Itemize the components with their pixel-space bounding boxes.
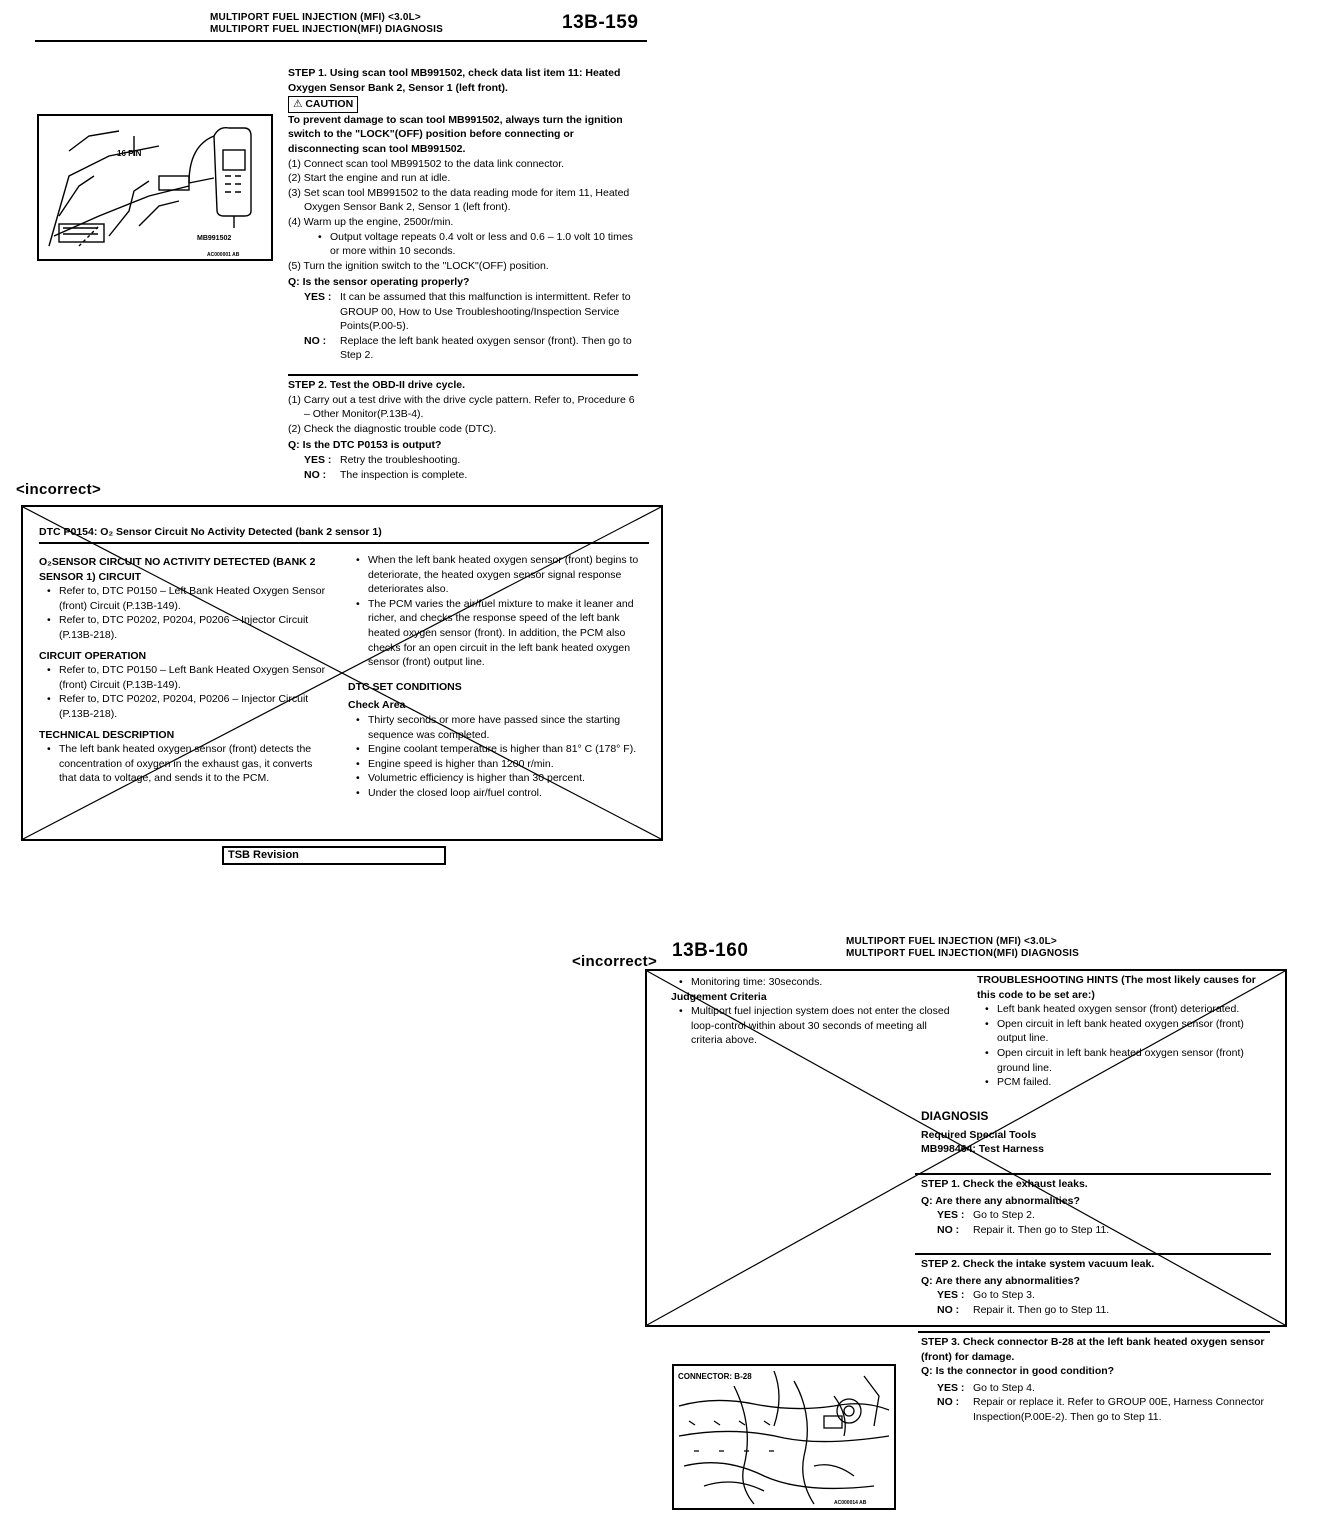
- diag-step1-title: STEP 1. Check the exhaust leaks.: [921, 1178, 1088, 1190]
- connector-figure: [672, 1364, 896, 1510]
- step1-no-label: NO :: [304, 334, 327, 347]
- step1-item-1: (1) Connect scan tool MB991502 to the data link connector.: [288, 157, 565, 170]
- diag-step2-yes: [937, 1288, 1271, 1303]
- step3-question: Q: Is the connector in good condition?: [921, 1365, 1115, 1378]
- dtc-col2-item-1: • When the left bank heated oxygen sensor (front) begins to deteriorate, the heated oxygen sensor signal response deteriorates also.: [348, 553, 640, 597]
- diag-step1-no-label: NO :: [937, 1223, 960, 1236]
- incorrect-label-1: <incorrect>: [16, 481, 102, 498]
- page1-header: [210, 12, 540, 36]
- diag-step2-title: STEP 2. Check the intake system vacuum leak.: [921, 1258, 1155, 1270]
- step2-yes: [304, 453, 638, 468]
- diag-step2-yes-label: YES :: [937, 1289, 965, 1302]
- step3-yes: [937, 1381, 1271, 1396]
- dtc-col1-h3-item-1: • The left bank heated oxygen sensor (front) detects the concentration of oxygen in the exhaust gas, it converts that data to voltage, and sends it to the PCM.: [39, 742, 331, 786]
- hint-1: • Left bank heated oxygen sensor (front) deteriorated.: [977, 1002, 1275, 1017]
- step1-bullet: • Output voltage repeats 0.4 volt or less and 0.6 – 1.0 volt 10 times or more within 10 seconds.: [310, 230, 638, 259]
- step1-no: [304, 334, 638, 363]
- hints-title: TROUBLESHOOTING HINTS (The most likely causes for this code to be set are:): [977, 974, 1256, 1001]
- dtc-col1-heading-1: O₂SENSOR CIRCUIT NO ACTIVITY DETECTED (BANK 2 SENSOR 1) CIRCUIT: [39, 556, 316, 583]
- tools-text: MB998464: Test Harness: [921, 1143, 1044, 1156]
- dtc-col2-subheading: Check Area: [348, 699, 406, 712]
- diag-step1-yes-label: YES :: [937, 1209, 965, 1222]
- diag-step1-yes: [937, 1208, 1271, 1223]
- step2-question: Q: Is the DTC P0153 is output?: [288, 439, 442, 452]
- step3-yes-label: YES :: [937, 1381, 965, 1394]
- scan-tool-figure: [37, 114, 273, 261]
- connector-label: CONNECTOR: B-28: [678, 1372, 752, 1381]
- step2-no: [304, 468, 638, 483]
- page1-step2: [288, 378, 638, 482]
- diagnosis-title: DIAGNOSIS: [921, 1109, 989, 1123]
- scan-tool-drawing: [39, 116, 271, 259]
- page2-step3: [921, 1335, 1271, 1425]
- dtc-col1-h1-item-2: • Refer to, DTC P0202, P0204, P0206 – Injector Circuit (P.13B-218).: [39, 613, 331, 642]
- connector-drawing: [674, 1366, 894, 1508]
- diag-step2-rule: [915, 1253, 1271, 1255]
- step3-no-text: Repair or replace it. Refer to GROUP 00E, Harness Connector Inspection(P.00E-2). Then go to Step 11.: [973, 1396, 1265, 1423]
- step2-yes-text: Retry the troubleshooting.: [340, 453, 461, 466]
- step1-item-2: (2) Start the engine and run at idle.: [288, 172, 451, 185]
- page1-step1: [288, 66, 638, 363]
- diag-step1-yes-text: Go to Step 2.: [973, 1209, 1035, 1222]
- dtc-col1-h2-item-2: • Refer to, DTC P0202, P0204, P0206 – Injector Circuit (P.13B-218).: [39, 692, 331, 721]
- step2-item-1: (1) Carry out a test drive with the drive cycle pattern. Refer to, Procedure 6 – Other Monitor(P.13B-4).: [288, 393, 635, 421]
- figure-label-tool: MB991502: [197, 235, 232, 242]
- step2-no-text: The inspection is complete.: [340, 468, 468, 481]
- page2-header-line1: MULTIPORT FUEL INJECTION (MFI) <3.0L>: [846, 936, 1057, 947]
- page2-page-number: 13B-160: [672, 940, 749, 961]
- page1-header-line2: MULTIPORT FUEL INJECTION(MFI) DIAGNOSIS: [210, 24, 443, 35]
- judgement-item-1: • Multiport fuel injection system does not enter the closed loop-control within about 30 seconds of meeting all criteria above.: [671, 1004, 961, 1048]
- page1-header-rule: [35, 40, 647, 42]
- figure-label-pin: 16 PIN: [117, 149, 142, 158]
- incorrect-diagnosis-box: [645, 969, 1287, 1327]
- dtc-col1: [39, 555, 331, 786]
- connector-figure-code: AC000014 AB: [834, 1500, 867, 1506]
- diag-step1: [921, 1177, 1271, 1237]
- caution-label: ⚠ CAUTION: [288, 96, 358, 113]
- page1-header-line1: MULTIPORT FUEL INJECTION (MFI) <3.0L>: [210, 12, 421, 23]
- step1-question: Q: Is the sensor operating properly?: [288, 276, 470, 289]
- step3-rule: [918, 1331, 1270, 1333]
- dtc-col2-sub-item-2: • Engine coolant temperature is higher than 81° C (178° F).: [348, 742, 640, 757]
- hint-2: • Open circuit in left bank heated oxygen sensor (front) output line.: [977, 1017, 1275, 1046]
- page1-page-number: 13B-159: [562, 12, 639, 33]
- diag-left-bullet: • Monitoring time: 30seconds.: [671, 975, 961, 990]
- dtc-col1-heading-2: CIRCUIT OPERATION: [39, 649, 147, 662]
- dtc-col2-sub-item-5: • Under the closed loop air/fuel control.: [348, 786, 640, 801]
- diag-step1-question: Q: Are there any abnormalities?: [921, 1194, 1080, 1207]
- dtc-col2-heading: DTC SET CONDITIONS: [348, 680, 462, 693]
- dtc-col1-heading-3: TECHNICAL DESCRIPTION: [39, 728, 175, 741]
- step3-no-label: NO :: [937, 1396, 960, 1409]
- hints-col: [977, 973, 1275, 1090]
- dtc-col2: [348, 553, 640, 801]
- dtc-title: DTC P0154: O₂ Sensor Circuit No Activity Detected (bank 2 sensor 1): [39, 525, 649, 544]
- dtc-col2-sub-item-4: • Volumetric efficiency is higher than 30 percent.: [348, 771, 640, 786]
- step2-yes-label: YES :: [304, 453, 332, 466]
- diag-step2-no-label: NO :: [937, 1303, 960, 1316]
- page2-header-line2: MULTIPORT FUEL INJECTION(MFI) DIAGNOSIS: [846, 948, 1079, 959]
- page2-header: [846, 936, 1146, 960]
- step2-no-label: NO :: [304, 468, 327, 481]
- step3-no: [937, 1395, 1271, 1424]
- judgement-heading: Judgement Criteria: [671, 990, 767, 1003]
- dtc-col1-h2-item-1: • Refer to, DTC P0150 – Left Bank Heated Oxygen Sensor (front) Circuit (P.13B-149).: [39, 663, 331, 692]
- incorrect-label-2: <incorrect>: [572, 953, 658, 970]
- incorrect-dtc-box: [21, 505, 663, 841]
- diag-step2: [921, 1257, 1271, 1317]
- step1-no-text: Replace the left bank heated oxygen sensor (front). Then go to Step 2.: [340, 334, 632, 362]
- diag-step2-question: Q: Are there any abnormalities?: [921, 1274, 1080, 1287]
- diag-step2-no-text: Repair it. Then go to Step 11.: [973, 1303, 1110, 1316]
- tools-title: Required Special Tools: [921, 1128, 1037, 1141]
- step1-item-5: (5) Turn the ignition switch to the "LOCK"(OFF) position.: [288, 259, 549, 272]
- diag-step1-no: [937, 1223, 1271, 1238]
- dtc-col2-sub-item-1: • Thirty seconds or more have passed since the starting sequence was completed.: [348, 713, 640, 742]
- diag-step1-rule: [915, 1173, 1271, 1175]
- diag-step1-no-text: Repair it. Then go to Step 11.: [973, 1223, 1110, 1236]
- dtc-col2-sub-item-3: • Engine speed is higher than 1200 r/min.: [348, 757, 640, 772]
- step1-yes-label: YES :: [304, 290, 332, 303]
- step3-yes-text: Go to Step 4.: [973, 1381, 1035, 1394]
- step1-item-4: (4) Warm up the engine, 2500r/min.: [288, 215, 454, 228]
- step1-yes: [304, 290, 638, 334]
- diag-step2-no: [937, 1303, 1271, 1318]
- step1-item-3: (3) Set scan tool MB991502 to the data reading mode for item 11, Heated Oxygen Sensor Bank 2, Sensor 1 (left front).: [288, 186, 630, 214]
- diagnosis-section: [921, 1109, 1273, 1157]
- hint-3: • Open circuit in left bank heated oxygen sensor (front) ground line.: [977, 1046, 1275, 1075]
- diag-left-col: [671, 975, 961, 1048]
- dtc-col2-item-2: • The PCM varies the air/fuel mixture to make it leaner and richer, and checks the response speed of the left bank heated oxygen sensor (front). In addition, the PCM also checks for an open circuit in the left bank heated oxygen sensor (front) output line.: [348, 597, 640, 670]
- tsb-revision-box: TSB Revision: [222, 846, 446, 865]
- diag-step2-yes-text: Go to Step 3.: [973, 1289, 1035, 1302]
- step2-item-2: (2) Check the diagnostic trouble code (DTC).: [288, 422, 497, 435]
- step2-title: STEP 2. Test the OBD-II drive cycle.: [288, 379, 466, 391]
- step2-rule: [288, 374, 638, 376]
- step1-title: STEP 1. Using scan tool MB991502, check data list item 11: Heated Oxygen Sensor Bank 2, Sensor 1 (left front).: [288, 67, 621, 94]
- dtc-col1-h1-item-1: • Refer to, DTC P0150 – Left Bank Heated Oxygen Sensor (front) Circuit (P.13B-149).: [39, 584, 331, 613]
- step1-yes-text: It can be assumed that this malfunction is intermittent. Refer to GROUP 00, How to Use Troubleshooting/Inspection Service Points(P.00-5).: [340, 290, 631, 333]
- step3-title: STEP 3. Check connector B-28 at the left bank heated oxygen sensor (front) for damage.: [921, 1336, 1265, 1363]
- caution-text: To prevent damage to scan tool MB991502, always turn the ignition switch to the "LOCK"(OFF) position before connecting or disconnecting scan tool MB991502.: [288, 113, 623, 155]
- figure-label-code: AC000001 AB: [207, 252, 240, 258]
- hint-4: • PCM failed.: [977, 1075, 1275, 1090]
